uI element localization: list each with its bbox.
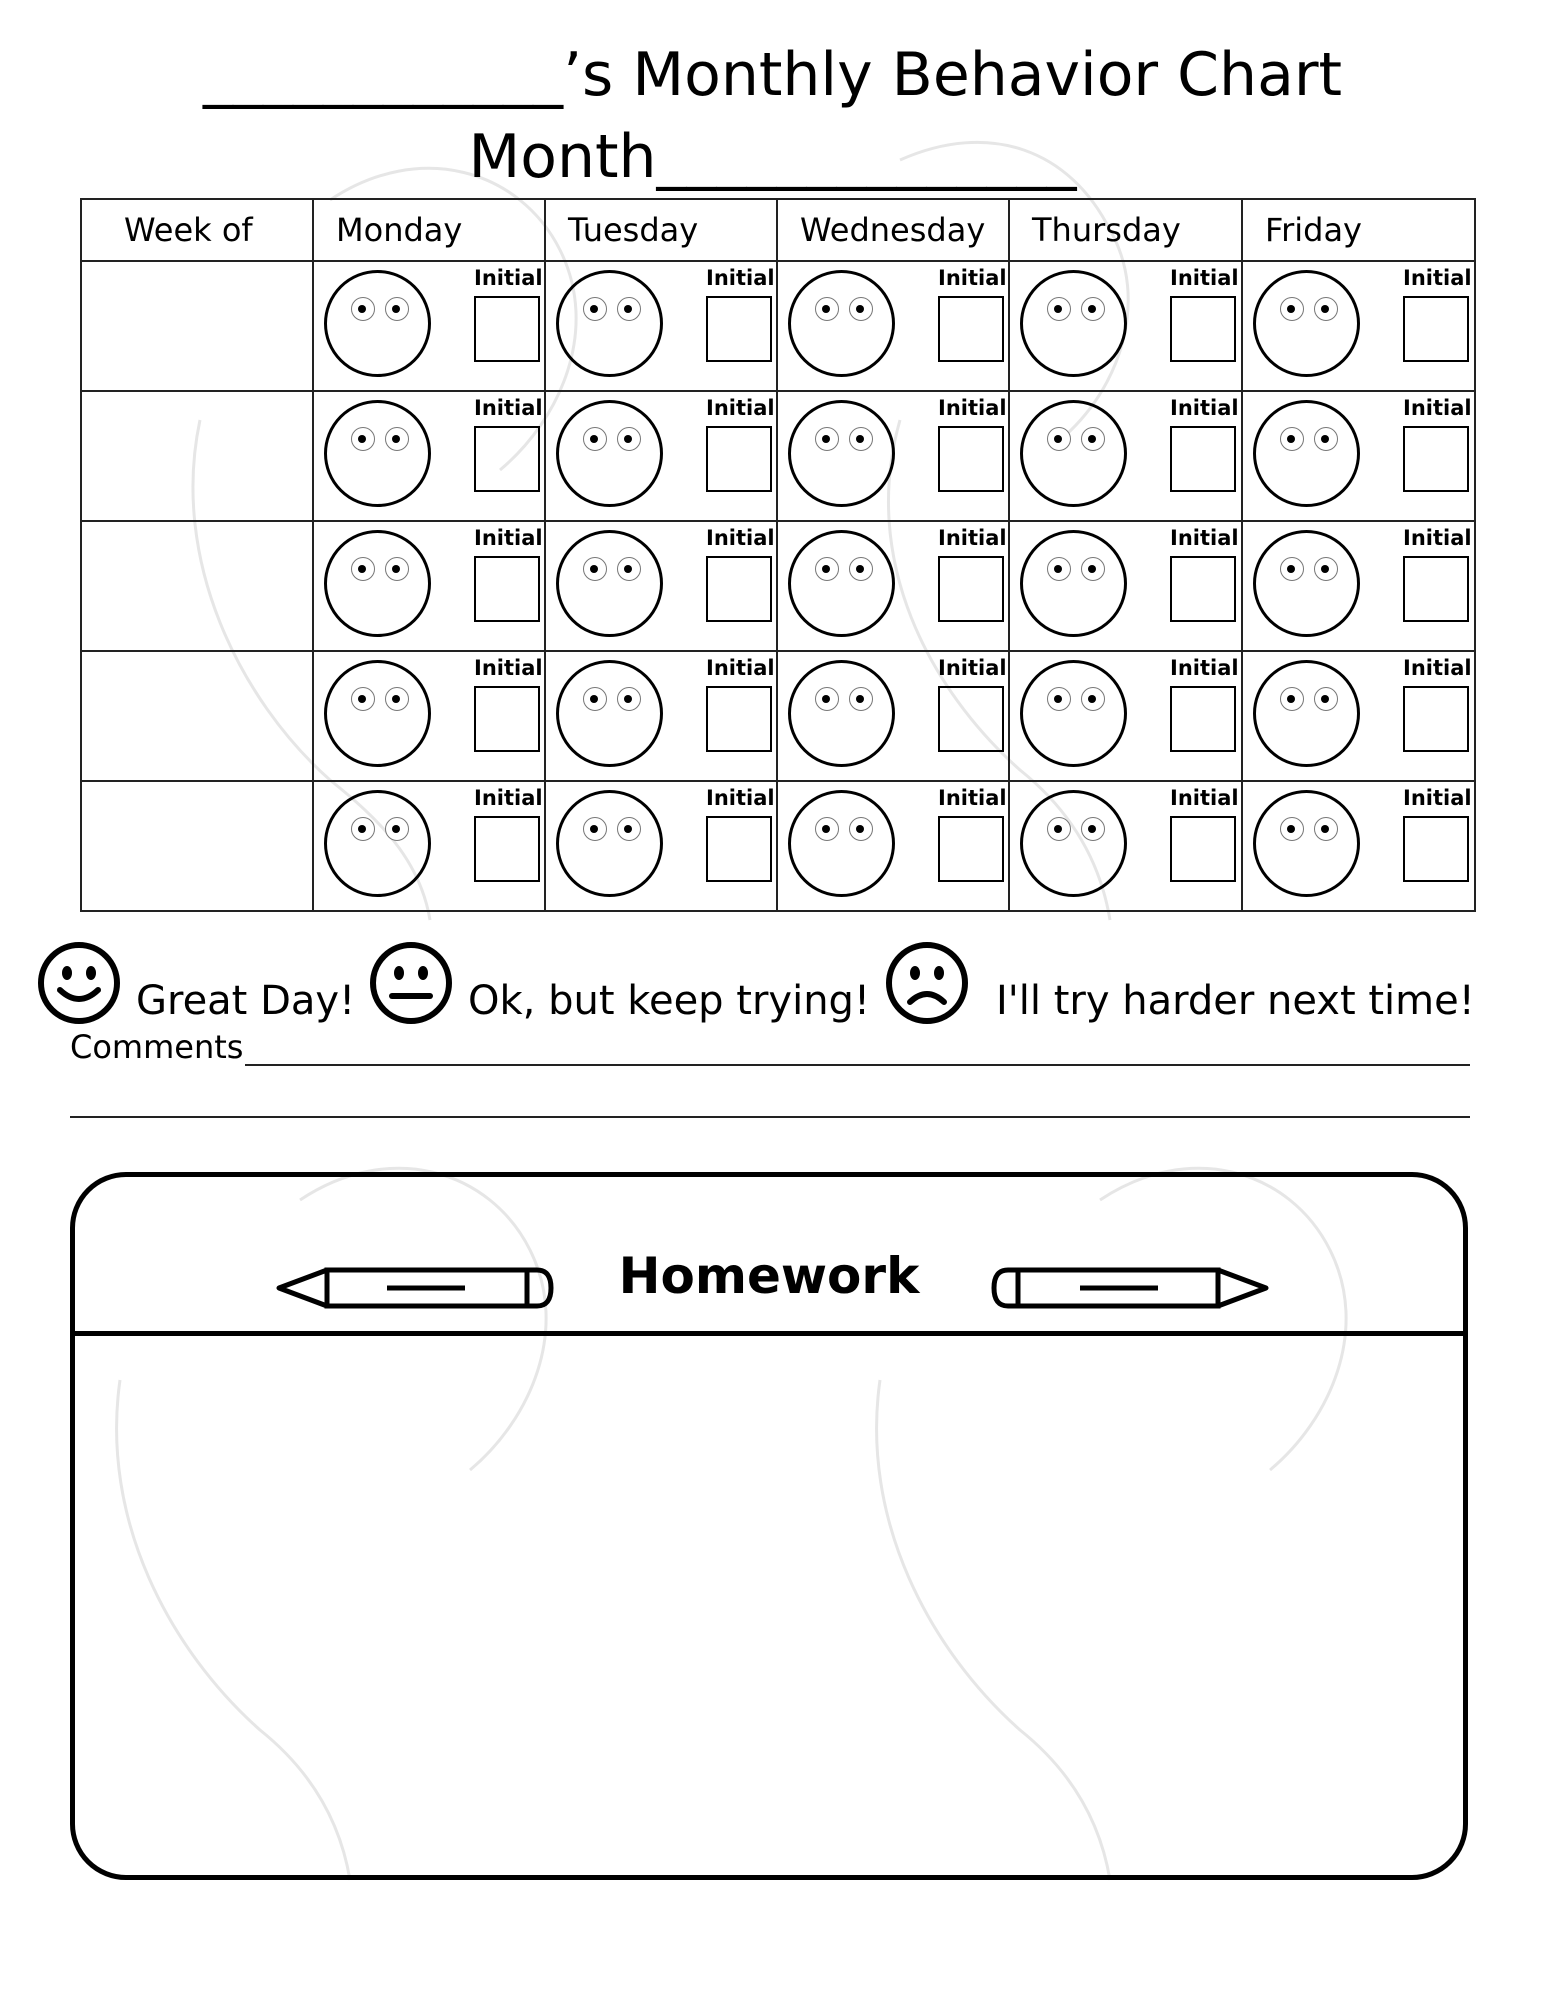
week-of-cell[interactable] [81, 781, 313, 911]
legend [36, 940, 1526, 1030]
initial-box[interactable] [1403, 816, 1469, 882]
day-cell-content [1010, 782, 1241, 910]
day-cell-content [1243, 522, 1474, 650]
initial-label: Initial [1403, 266, 1472, 290]
initial-label: Initial [1170, 656, 1239, 680]
eye-icon [849, 557, 873, 581]
day-cell-content [1010, 392, 1241, 520]
comments-line-2[interactable] [70, 1116, 1470, 1118]
day-cell [1009, 521, 1242, 651]
day-cell [1009, 261, 1242, 391]
day-cell-content [546, 522, 776, 650]
blank-face-icon[interactable] [788, 400, 895, 507]
initial-label: Initial [706, 786, 775, 810]
eye-icon [1280, 557, 1304, 581]
blank-face-icon[interactable] [556, 270, 663, 377]
initial-label: Initial [938, 266, 1007, 290]
legend-great-text: Great Day! [136, 978, 356, 1024]
sad-face-icon [884, 940, 970, 1026]
initial-box[interactable] [1170, 556, 1236, 622]
day-cell-content [778, 392, 1008, 520]
initial-box[interactable] [1170, 296, 1236, 362]
initial-box[interactable] [938, 556, 1004, 622]
day-cell [313, 651, 545, 781]
week-of-cell[interactable] [81, 391, 313, 521]
blank-face-icon[interactable] [1020, 660, 1127, 767]
blank-face-icon[interactable] [1020, 400, 1127, 507]
homework-writing-area[interactable] [75, 1337, 1463, 1875]
comments-field[interactable] [70, 1028, 1470, 1066]
eye-icon [849, 297, 873, 321]
eye-icon [1280, 817, 1304, 841]
eye-icon [849, 427, 873, 451]
initial-label: Initial [706, 656, 775, 680]
day-cell-content [778, 652, 1008, 780]
eye-icon [385, 297, 409, 321]
day-cell [545, 261, 777, 391]
homework-divider [75, 1331, 1463, 1336]
initial-label: Initial [474, 396, 543, 420]
blank-face-icon[interactable] [788, 270, 895, 377]
happy-face-icon [36, 940, 122, 1026]
day-cell-content [778, 522, 1008, 650]
day-cell [313, 261, 545, 391]
eye-icon [1081, 817, 1105, 841]
day-cell-content [546, 392, 776, 520]
chart-row [81, 521, 1475, 651]
chart-row [81, 651, 1475, 781]
behavior-chart-table [80, 198, 1476, 912]
week-of-cell[interactable] [81, 521, 313, 651]
day-cell [1242, 521, 1475, 651]
day-cell-content [546, 652, 776, 780]
homework-box [70, 1172, 1468, 1880]
eye-icon [815, 427, 839, 451]
day-cell [313, 391, 545, 521]
initial-box[interactable] [1403, 556, 1469, 622]
eye-icon [1047, 557, 1071, 581]
initial-label: Initial [938, 396, 1007, 420]
day-cell-content [1243, 392, 1474, 520]
blank-face-icon[interactable] [788, 530, 895, 637]
day-header-tuesday: Tuesday [545, 199, 777, 261]
eye-icon [815, 557, 839, 581]
blank-face-icon[interactable] [556, 400, 663, 507]
eye-icon [617, 817, 641, 841]
blank-face-icon[interactable] [1020, 530, 1127, 637]
eye-icon [617, 297, 641, 321]
eye-icon [1314, 557, 1338, 581]
eye-icon [815, 687, 839, 711]
day-cell [313, 521, 545, 651]
blank-face-icon[interactable] [324, 400, 431, 507]
eye-icon [849, 817, 873, 841]
initial-label: Initial [474, 656, 543, 680]
blank-face-icon[interactable] [1253, 270, 1360, 377]
blank-face-icon[interactable] [324, 270, 431, 377]
chart-body [81, 261, 1475, 911]
initial-label: Initial [938, 526, 1007, 550]
day-cell [777, 521, 1009, 651]
blank-face-icon[interactable] [1253, 790, 1360, 897]
day-cell [1242, 781, 1475, 911]
week-of-header: Week of [81, 199, 313, 261]
initial-label: Initial [706, 526, 775, 550]
day-cell [1009, 781, 1242, 911]
day-cell [777, 651, 1009, 781]
initial-box[interactable] [474, 686, 540, 752]
initial-box[interactable] [938, 816, 1004, 882]
eye-icon [1280, 687, 1304, 711]
day-cell-content [314, 262, 544, 390]
eye-icon [1047, 687, 1071, 711]
day-cell [777, 261, 1009, 391]
eye-icon [385, 817, 409, 841]
blank-face-icon[interactable] [556, 530, 663, 637]
chart-header-row [81, 199, 1475, 261]
blank-face-icon[interactable] [788, 790, 895, 897]
legend-try-text: I'll try harder next time! [996, 978, 1475, 1024]
day-cell-content [314, 652, 544, 780]
week-of-cell[interactable] [81, 651, 313, 781]
initial-box[interactable] [938, 686, 1004, 752]
blank-face-icon[interactable] [324, 660, 431, 767]
eye-icon [351, 297, 375, 321]
eye-icon [1081, 427, 1105, 451]
day-cell-content [546, 782, 776, 910]
initial-box[interactable] [474, 426, 540, 492]
day-cell [545, 651, 777, 781]
day-cell [545, 521, 777, 651]
day-cell-content [778, 262, 1008, 390]
eye-icon [1314, 817, 1338, 841]
eye-icon [1314, 297, 1338, 321]
eye-icon [617, 427, 641, 451]
initial-label: Initial [1170, 786, 1239, 810]
initial-label: Initial [1170, 396, 1239, 420]
initial-box[interactable] [938, 296, 1004, 362]
initial-label: Initial [474, 526, 543, 550]
blank-face-icon[interactable] [1253, 530, 1360, 637]
day-header-friday: Friday [1242, 199, 1475, 261]
initial-label: Initial [1170, 266, 1239, 290]
day-header-thursday: Thursday [1009, 199, 1242, 261]
day-cell-content [314, 392, 544, 520]
chart-row [81, 391, 1475, 521]
initial-box[interactable] [938, 426, 1004, 492]
eye-icon [1280, 297, 1304, 321]
initial-label: Initial [1403, 786, 1472, 810]
eye-icon [1314, 427, 1338, 451]
week-of-cell[interactable] [81, 261, 313, 391]
legend-ok-text: Ok, but keep trying! [468, 978, 870, 1024]
blank-face-icon[interactable] [1020, 270, 1127, 377]
initial-box[interactable] [706, 686, 772, 752]
day-cell-content [546, 262, 776, 390]
eye-icon [385, 687, 409, 711]
day-cell [545, 391, 777, 521]
initial-label: Initial [938, 786, 1007, 810]
day-cell [1009, 391, 1242, 521]
initial-box[interactable] [1403, 426, 1469, 492]
day-cell [1242, 391, 1475, 521]
initial-label: Initial [938, 656, 1007, 680]
eye-icon [815, 817, 839, 841]
blank-face-icon[interactable] [1253, 660, 1360, 767]
eye-icon [815, 297, 839, 321]
day-cell-content [1243, 782, 1474, 910]
eye-icon [849, 687, 873, 711]
initial-label: Initial [1403, 396, 1472, 420]
initial-box[interactable] [1170, 426, 1236, 492]
initial-box[interactable] [474, 296, 540, 362]
day-cell-content [1243, 262, 1474, 390]
eye-icon [1280, 427, 1304, 451]
month-line: Month______________ [468, 122, 1077, 192]
initial-box[interactable] [706, 296, 772, 362]
eye-icon [583, 297, 607, 321]
blank-face-icon[interactable] [788, 660, 895, 767]
eye-icon [583, 817, 607, 841]
initial-box[interactable] [706, 556, 772, 622]
eye-icon [1047, 297, 1071, 321]
day-cell-content [1010, 652, 1241, 780]
initial-label: Initial [1403, 656, 1472, 680]
initial-box[interactable] [474, 556, 540, 622]
eye-icon [583, 427, 607, 451]
initial-label: Initial [474, 786, 543, 810]
initial-box[interactable] [1403, 296, 1469, 362]
eye-icon [583, 557, 607, 581]
comments-line [245, 1038, 1470, 1066]
chart-row [81, 781, 1475, 911]
day-cell [313, 781, 545, 911]
eye-icon [1081, 687, 1105, 711]
day-cell [1242, 651, 1475, 781]
comments-label: Comments [70, 1028, 244, 1066]
day-cell [1242, 261, 1475, 391]
eye-icon [351, 817, 375, 841]
eye-icon [1081, 297, 1105, 321]
initial-label: Initial [706, 396, 775, 420]
initial-label: Initial [474, 266, 543, 290]
initial-box[interactable] [474, 816, 540, 882]
eye-icon [1047, 427, 1071, 451]
initial-box[interactable] [1170, 816, 1236, 882]
eye-icon [351, 687, 375, 711]
pencil-right-icon [990, 1265, 1270, 1311]
blank-face-icon[interactable] [324, 790, 431, 897]
day-cell-content [778, 782, 1008, 910]
day-cell-content [1010, 262, 1241, 390]
day-header-wednesday: Wednesday [777, 199, 1009, 261]
day-cell-content [314, 522, 544, 650]
initial-label: Initial [706, 266, 775, 290]
blank-face-icon[interactable] [1253, 400, 1360, 507]
homework-title: Homework [618, 1247, 920, 1305]
day-cell-content [1010, 522, 1241, 650]
chart-row [81, 261, 1475, 391]
day-cell-content [314, 782, 544, 910]
blank-face-icon[interactable] [556, 790, 663, 897]
initial-box[interactable] [706, 426, 772, 492]
eye-icon [351, 557, 375, 581]
page-title: ____________’s Monthly Behavior Chart [202, 40, 1343, 110]
day-cell [777, 781, 1009, 911]
eye-icon [1047, 817, 1071, 841]
initial-label: Initial [1403, 526, 1472, 550]
eye-icon [1314, 687, 1338, 711]
neutral-face-icon [368, 940, 454, 1026]
blank-face-icon[interactable] [1020, 790, 1127, 897]
day-cell-content [1243, 652, 1474, 780]
initial-label: Initial [1170, 526, 1239, 550]
day-cell [545, 781, 777, 911]
day-cell [777, 391, 1009, 521]
eye-icon [617, 687, 641, 711]
initial-box[interactable] [1403, 686, 1469, 752]
eye-icon [617, 557, 641, 581]
eye-icon [583, 687, 607, 711]
day-cell [1009, 651, 1242, 781]
day-header-monday: Monday [313, 199, 545, 261]
initial-box[interactable] [1170, 686, 1236, 752]
eye-icon [385, 427, 409, 451]
blank-face-icon[interactable] [324, 530, 431, 637]
eye-icon [385, 557, 409, 581]
eye-icon [351, 427, 375, 451]
blank-face-icon[interactable] [556, 660, 663, 767]
initial-box[interactable] [706, 816, 772, 882]
eye-icon [1081, 557, 1105, 581]
